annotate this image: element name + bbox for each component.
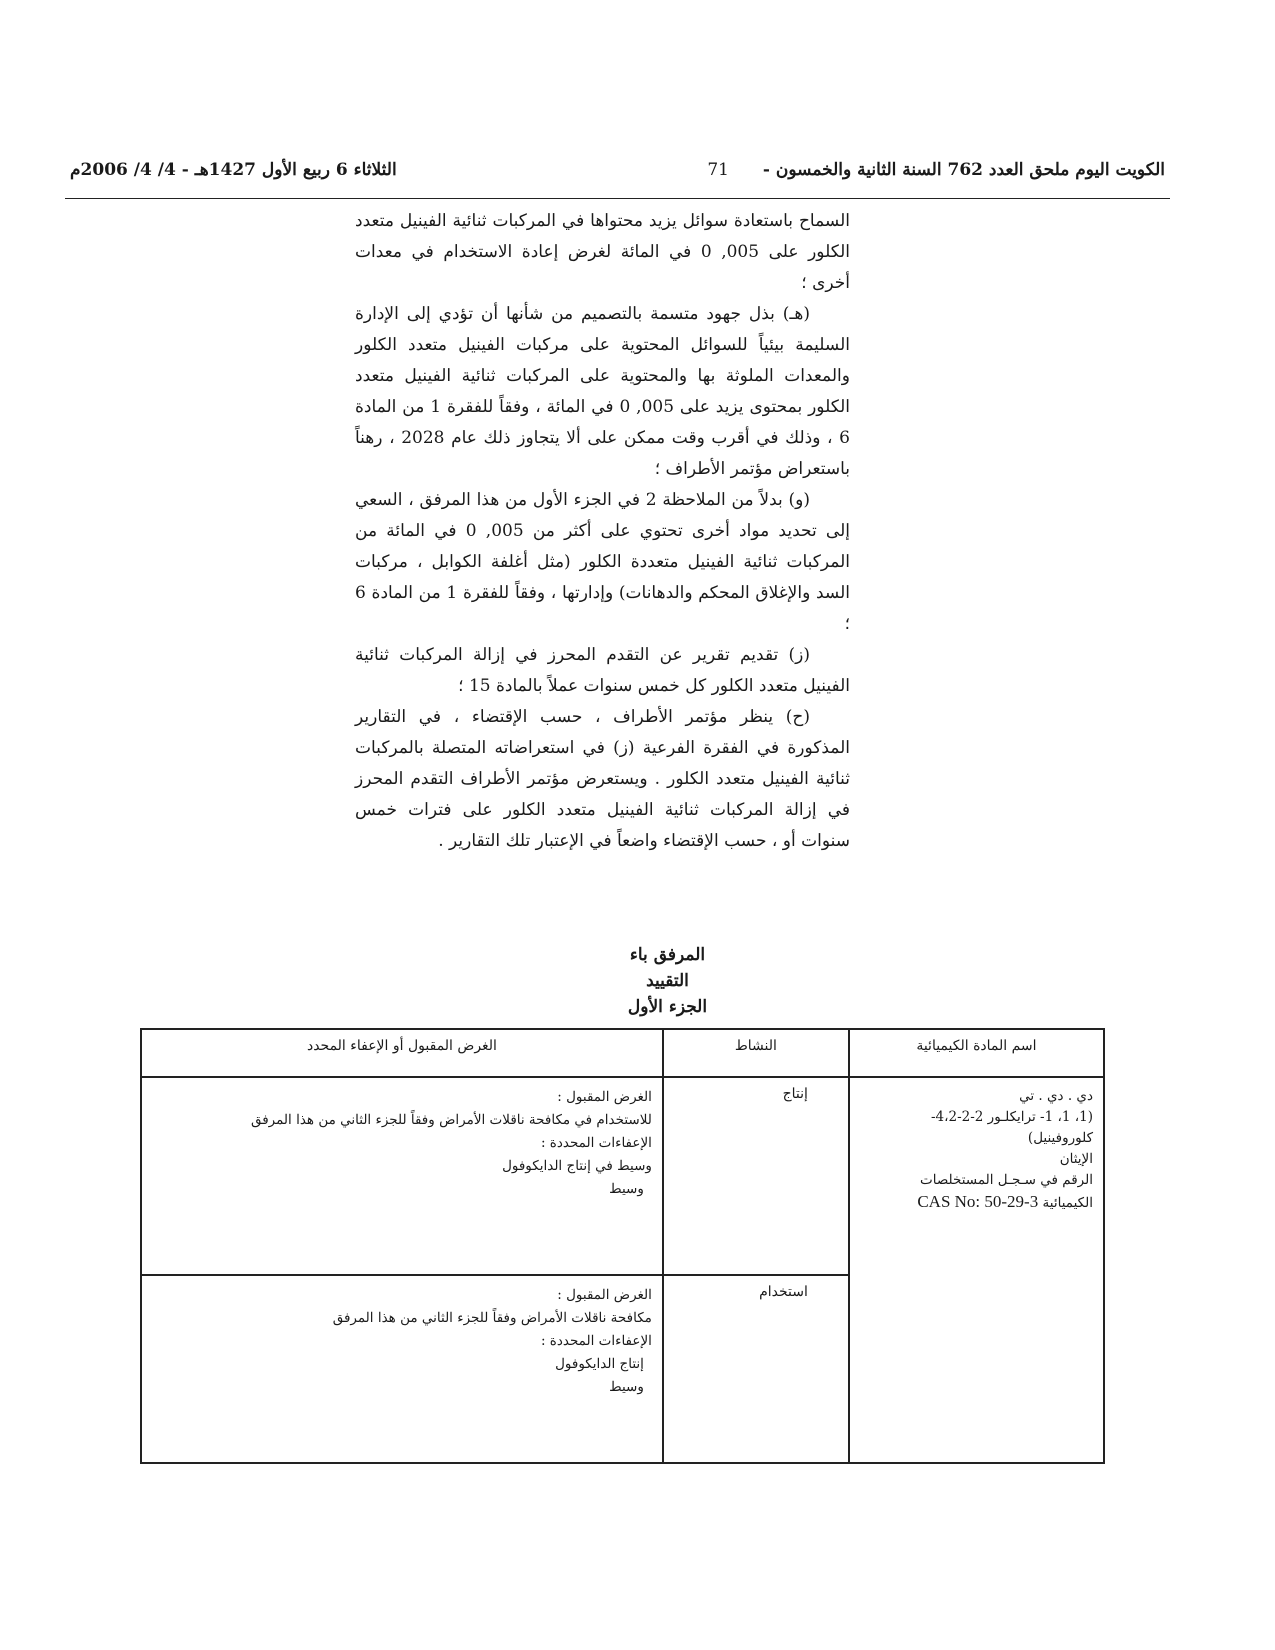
publication-info: الكويت اليوم ملحق العدد 762 السنة الثانية والخمسون - <box>762 160 1165 180</box>
header-chemical: اسم المادة الكيميائية <box>849 1029 1104 1077</box>
paragraph-continuation: السماح باستعادة سوائل يزيد محتواها في المركبات ثنائية الفينيل متعدد الكلور على 005, 0 في المائة لغرض إعادة الاستخدام في معدات أخرى ؛ <box>355 211 850 293</box>
purpose-use: الغرض المقبول : مكافحة ناقلات الأمراض وفقاً للجزء الثاني من هذا المرفق الإعفاءات المحددة : إنتاج الدايكوفول وسيط <box>141 1275 663 1463</box>
cas-label: الرقم في سـجـل المستخلصات الكيميائية CAS No: 50-29-3 <box>917 1172 1093 1211</box>
issue-date: الثلاثاء 6 ربيع الأول 1427هـ - 4/ 4/ 2006م <box>70 160 397 180</box>
header-purpose: الغرض المقبول أو الإعفاء المحدد <box>141 1029 663 1077</box>
page-number: 71 <box>707 160 729 180</box>
paragraph-he: (هـ) بذل جهود متسمة بالتصميم من شأنها أن تؤدي إلى الإدارة السليمة بيئياً للسوائل المحتوية على مركبات الفينيل متعدد الكلور والمعدات الملوثة بها والمحتوية على المركبات ثنائية الفينيل متعدد الكلور بمحتوى يزيد على 005, 0 في المائة ، وفقاً للفقرة 1 من المادة 6 ، وذلك في أقرب وقت ممكن على ألا يتجاوز ذلك عام 2028 ، رهناً باستعراض مؤتمر الأطراف ؛ <box>355 304 851 479</box>
table-header-row <box>141 1029 1104 1077</box>
activity-production: إنتاج <box>663 1077 849 1275</box>
chemical-cell <box>849 1077 1104 1463</box>
annex-title: المرفق باء <box>629 945 706 965</box>
annex-part: الجزء الأول <box>627 997 708 1017</box>
body-text <box>355 206 850 857</box>
annex-subtitle: التقييد <box>646 971 689 991</box>
paragraph-zay: (ز) تقديم تقرير عن التقدم المحرز في إزالة المركبات ثنائية الفينيل متعدد الكلور كل خمس سنوات عملاً بالمادة 15 ؛ <box>355 645 850 696</box>
table-row <box>141 1077 1104 1275</box>
header-activity: النشاط <box>663 1029 849 1077</box>
purpose-production: الغرض المقبول : للاستخدام في مكافحة ناقلات الأمراض وفقاً للجزء الثاني من هذا المرفق الإعفاءات المحددة : وسيط في إنتاج الدايكوفول وسيط <box>141 1077 663 1275</box>
restriction-table <box>140 1028 1105 1464</box>
chemical-name: دي . دي . تي (1، 1، 1- ترايكلـور 2-2-4،2- كلوروفينيل) <box>930 1088 1093 1146</box>
paragraph-ha: (ح) ينظر مؤتمر الأطراف ، حسب الإقتضاء ، في التقارير المذكورة في الفقرة الفرعية (ز) في استعراضاته المتصلة بالمركبات ثنائية الفينيل متعدد الكلور . ويستعرض مؤتمر الأطراف التقدم المحرز في إزالة المركبات ثنائية الفينيل متعدد الكلور على فترات خمس سنوات أو ، حسب الإقتضاء واضعاً في الإعتبار تلك التقارير . <box>355 707 850 851</box>
annex-heading <box>0 942 1275 1020</box>
header-divider <box>65 198 1170 199</box>
cas-number: CAS No: 50-29-3 <box>917 1192 1039 1211</box>
paragraph-waw: (و) بدلاً من الملاحظة 2 في الجزء الأول من هذا المرفق ، السعي إلى تحديد مواد أخرى تحتوي على أكثر من 005, 0 في المائة من المركبات ثنائية الفينيل متعددة الكلور (مثل أغلفة الكوابل ، مركبات السد والإغلاق المحكم والدهانات) وإدارتها ، وفقاً للفقرة 1 من المادة 6 ؛ <box>355 490 851 634</box>
chemical-ethane: الإيثان <box>1059 1151 1093 1167</box>
running-header <box>70 160 1165 190</box>
activity-use: استخدام <box>663 1275 849 1463</box>
